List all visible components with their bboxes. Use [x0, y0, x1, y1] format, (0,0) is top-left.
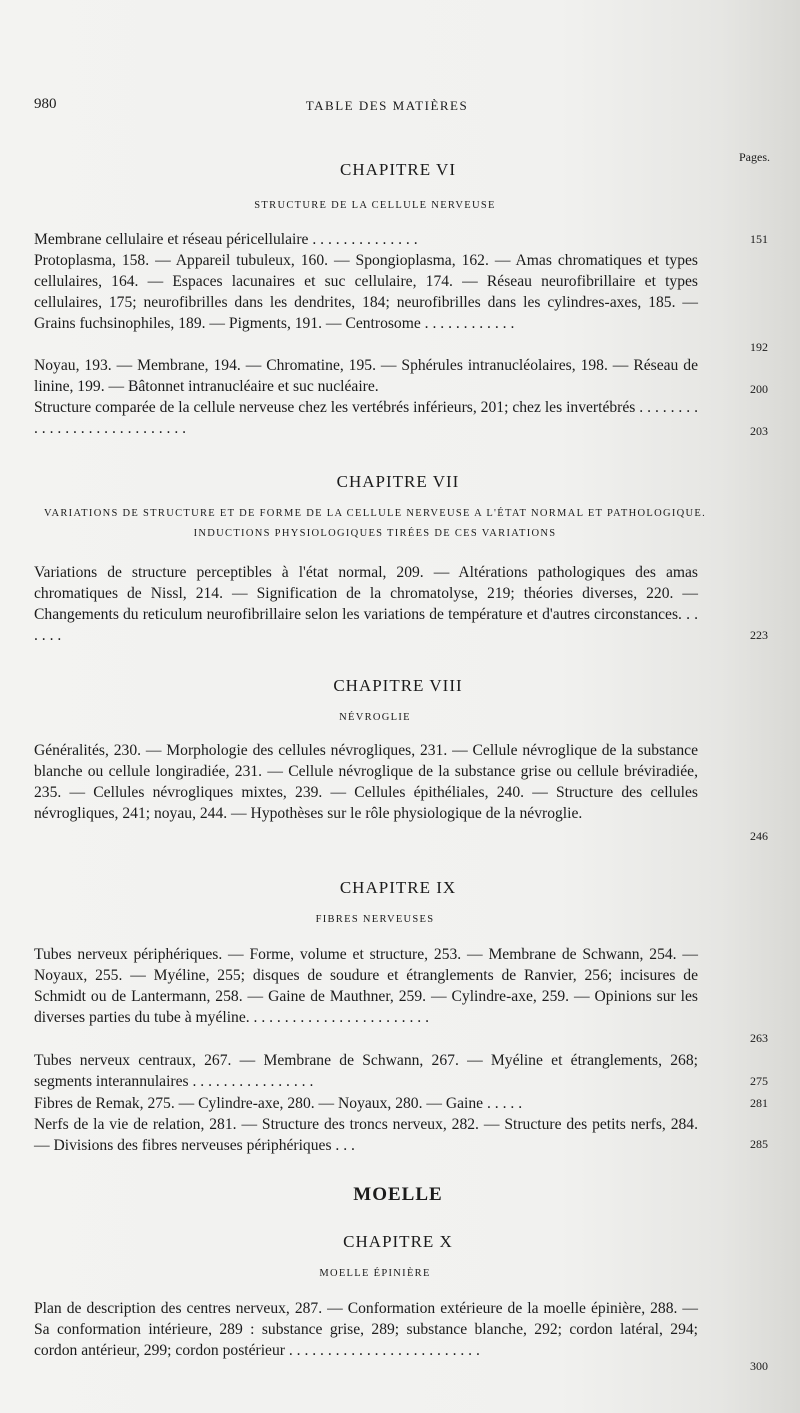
toc-page-column — [698, 424, 768, 439]
toc-entry-text: Structure comparée de la cellule nerveuse chez les vertébrés inférieurs, 201; chez les invertébrés . . . . . . . . . . . . . . . . . . . . . . . . . . . . — [34, 399, 698, 437]
toc-entry-text: Membrane cellulaire et réseau péricellulaire . . . . . . . . . . . . . . — [34, 231, 418, 248]
toc-page-column — [698, 628, 768, 643]
toc-entry — [34, 397, 698, 439]
chapter-subtitle: MOELLE ÉPINIÈRE — [319, 1268, 431, 1279]
toc-entry-text: Tubes nerveux centraux, 267. — Membrane de Schwann, 267. — Myéline et étranglements, 268; segments interannulaires . . . . . . . . . . . . . . . . — [34, 1052, 698, 1090]
chapter-title: CHAPITRE VIII — [333, 676, 463, 695]
chapter-subtitle: STRUCTURE DE LA CELLULE NERVEUSE — [254, 200, 496, 211]
toc-page-column — [698, 340, 768, 355]
toc-page-column — [698, 1096, 768, 1111]
toc-entry-text: Fibres de Remak, 275. — Cylindre-axe, 280. — Noyaux, 280. — Gaine . . . . . — [34, 1095, 523, 1112]
toc-page-number: 263 — [750, 1031, 768, 1045]
page-header — [34, 96, 740, 118]
toc-entry-text: Noyau, 193. — Membrane, 194. — Chromatine, 195. — Sphérules intranucléolaires, 198. — Réseau de linine, 199. — Bâtonnet intranucléaire et suc nucléaire. — [34, 357, 698, 395]
chapter-subtitle: FIBRES NERVEUSES — [315, 914, 435, 925]
toc-page-column — [698, 1359, 768, 1374]
toc-page-column — [698, 829, 768, 844]
toc-page-number: 275 — [750, 1074, 768, 1088]
toc-entry — [34, 1298, 698, 1361]
toc-entry — [34, 1093, 698, 1114]
toc-page-number: 203 — [750, 424, 768, 438]
toc-page-number: 285 — [750, 1137, 768, 1151]
toc-page-column — [698, 1074, 768, 1089]
toc-entry — [34, 562, 698, 646]
toc-page-column — [698, 382, 768, 397]
toc-entry-text: Protoplasma, 158. — Appareil tubuleux, 160. — Spongioplasma, 162. — Amas chromatiques et types cellulaires, 164. — Espaces lacunaires et suc cellulaire, 174. — Réseau neurofibrillaire et types cellulaires, 175; neurofibrilles dans les dendrites, 184; neurofibrilles dans les cylindres-axes, 185. — Grains fuchsinophiles, 189. — Pigments, 191. — Centrosome . . . . . . . . . . . . — [34, 252, 698, 332]
toc-entry-text: Généralités, 230. — Morphologie des cellules névrogliques, 231. — Cellule névroglique de la substance blanche ou cellule longiradiée, 231. — Cellule névroglique de la substance grise ou cellule bréviradiée, 235. — Cellules névrogliques mixtes, 239. — Cellules épithéliales, 240. — Structure des cellules névrogliques, 241; noyau, 244. — Hypothèses sur le rôle physiologique de la névroglie. — [34, 742, 698, 822]
toc-page-number: 200 — [750, 382, 768, 396]
chapter-subtitle: NÉVROGLIE — [339, 712, 411, 723]
toc-entry — [34, 250, 698, 334]
toc-entry-text: Tubes nerveux périphériques. — Forme, volume et structure, 253. — Membrane de Schwann, 254. — Noyaux, 255. — Myéline, 255; disques de soudure et étranglements de Ranvier, 256; incisures de Schmidt ou de Lantermann, 258. — Gaine de Mauthner, 259. — Cylindre-axe, 259. — Opinions sur les diverses parties du tube à myéline. . . . . . . . . . . . . . . . . . . . . . . . — [34, 946, 698, 1026]
toc-page-number: 223 — [750, 628, 768, 642]
toc-page-column — [698, 1137, 768, 1152]
toc-entry — [34, 944, 698, 1028]
toc-entry — [34, 355, 698, 397]
section-heading: MOELLE — [353, 1184, 443, 1205]
toc-entry-text: Variations de structure perceptibles à l'état normal, 209. — Altérations pathologiques des amas chromatiques de Nissl, 214. — Signification de la chromatolyse, 219; théories diverses, 220. — Changements du reticulum neurofibrillaire selon les variations de température et d'autres circonstances. . . . . . . — [34, 564, 698, 644]
toc-entry-text: Plan de description des centres nerveux, 287. — Conformation extérieure de la moelle épinière, 288. — Sa conformation intérieure, 289 : substance grise, 289; substance blanche, 292; cordon latéral, 294; cordon antérieur, 299; cordon postérieur . . . . . . . . . . . . . . . . . . . . . . . . . — [34, 1300, 698, 1359]
toc-entry — [34, 740, 698, 824]
chapter-title: CHAPITRE VI — [340, 160, 456, 179]
chapter-title: CHAPITRE IX — [339, 878, 457, 897]
toc-page-number: 246 — [750, 829, 768, 843]
toc-page-number: 300 — [750, 1359, 768, 1373]
pages-column-label: Pages. — [739, 150, 770, 164]
toc-entry — [34, 1114, 698, 1156]
chapter-title: CHAPITRE VII — [336, 472, 460, 491]
running-title: TABLE DES MATIÈRES — [305, 98, 469, 113]
toc-page-number: 281 — [750, 1096, 768, 1110]
toc-entry — [34, 229, 698, 250]
chapter-subtitle: VARIATIONS DE STRUCTURE ET DE FORME DE LA CELLULE NERVEUSE A L'ÉTAT NORMAL ET PATHOLOGIQUE. INDUCTIONS PHYSIOLOGIQUES TIRÉES DE CES VARIATIONS — [43, 508, 707, 539]
toc-entry-text: Nerfs de la vie de relation, 281. — Structure des troncs nerveux, 282. — Structure des petits nerfs, 284. — Divisions des fibres nerveuses périphériques . . . — [34, 1116, 698, 1154]
toc-page-column — [698, 232, 768, 247]
toc-entry — [34, 1050, 698, 1092]
toc-page-number: 151 — [750, 232, 768, 246]
toc-page-column — [698, 1031, 768, 1046]
page-number: 980 — [34, 96, 57, 112]
chapter-title: CHAPITRE X — [343, 1232, 453, 1251]
toc-page-number: 192 — [750, 340, 768, 354]
